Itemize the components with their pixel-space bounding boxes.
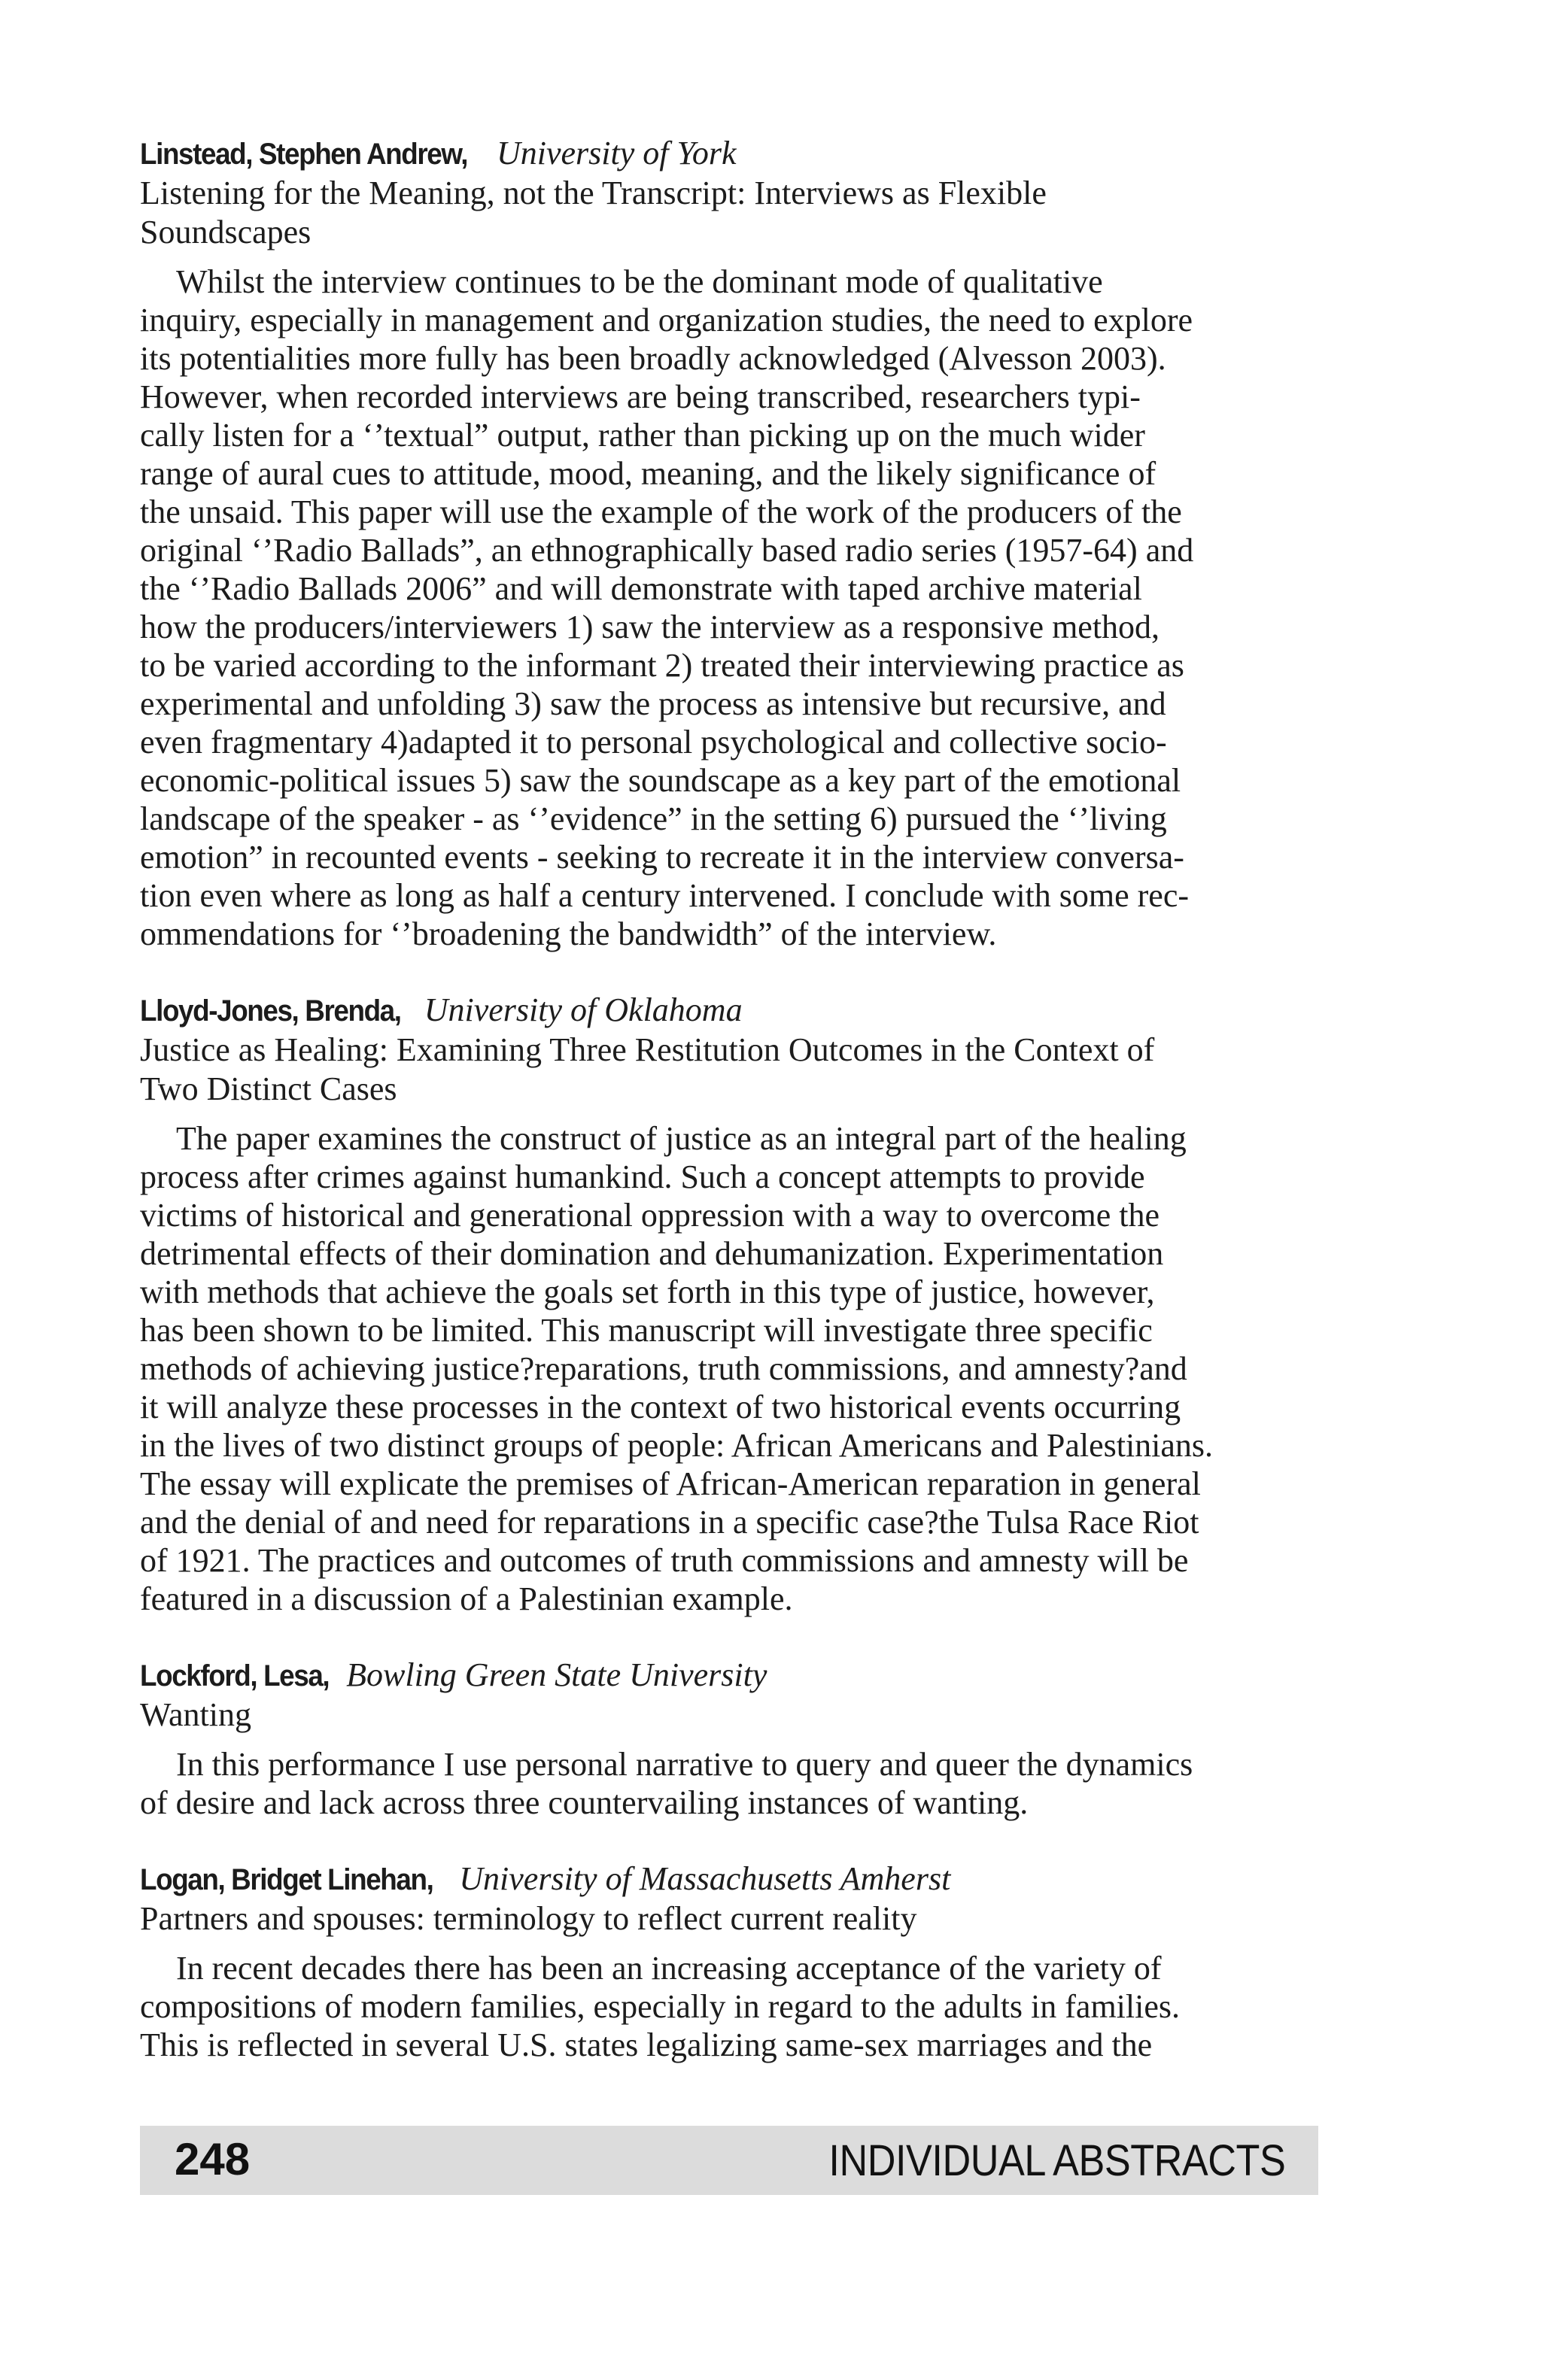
- author-affiliation: Bowling Green State University: [346, 1656, 767, 1693]
- abstract-entry: [140, 991, 1314, 1618]
- author-line: [140, 1656, 1314, 1695]
- author-affiliation: University of York: [496, 135, 737, 172]
- page-footer: [140, 2126, 1318, 2195]
- author-affiliation: University of Oklahoma: [424, 991, 743, 1028]
- abstract-text: Whilst the interview continues to be the dominant mode of qualitative inquiry, especially in management and organization studies, the need to explore its potentialities more fully has been broadly acknowledged (Alvesson 2003). However, when recorded interviews are being transcribed, researchers typi- cally listen for a ‘’textual” output, rather than picking up on the much wider range of aural cues to attitude, mood, meaning, and the likely significance of the unsaid. This paper will use the example of the work of the producers of the original ‘’Radio Ballads”, an ethnographically based radio series (1957-64) and the ‘’Radio Ballads 2006” and will demonstrate with taped archive material how the producers/interviewers 1) saw the interview as a responsive method, to be varied according to the informant 2) treated their interviewing practice as experimental and unfolding 3) saw the process as intensive but recursive, and even fragmentary 4)adapted it to personal psychological and collective socio- economic-political issues 5) saw the soundscape as a key part of the emotional landscape of the speaker - as ‘’evidence” in the setting 6) pursued the ‘’living emotion” in recounted events - seeking to recreate it in the interview conversa- tion even where as long as half a century intervened. I conclude with some rec- ommendations for ‘’broadening the bandwidth” of the interview.: [140, 263, 1194, 952]
- author-name: Linstead, Stephen Andrew,: [140, 138, 468, 171]
- page-number: 248: [175, 2134, 251, 2184]
- author-name: Lloyd-Jones, Brenda,: [140, 994, 401, 1028]
- abstract-text: In this performance I use personal narrative to query and queer the dynamics of desire and lack across three countervailing instances of wanting.: [140, 1746, 1193, 1821]
- author-name: Lockford, Lesa,: [140, 1659, 330, 1692]
- abstract-text: The paper examines the construct of justice as an integral part of the healing process after crimes against humankind. Such a concept attempts to provide victims of historical and generational oppression with a way to overcome the detrimental effects of their domination and dehumanization. Experimentation with methods that achieve the goals set forth in this type of justice, however, has been shown to be limited. This manuscript will investigate three specific methods of achieving justice?reparations, truth commissions, and amnesty?and it will analyze these processes in the context of two historical events occurring in the lives of two distinct groups of people: African Americans and Palestinians. The essay will explicate the premises of African-American reparation in general and the denial of and need for reparations in a specific case?the Tulsa Race Riot of 1921. The practices and outcomes of truth commissions and amnesty will be featured in a discussion of a Palestinian example.: [140, 1120, 1214, 1617]
- paper-title: Wanting: [140, 1696, 251, 1733]
- abstract-entry: [140, 1859, 1314, 2064]
- paper-title: Justice as Healing: Examining Three Restitution Outcomes in the Context of Two Distinct Cases: [140, 1031, 1155, 1107]
- author-line: [140, 991, 1314, 1031]
- abstract-text: In recent decades there has been an increasing acceptance of the variety of compositions of modern families, especially in regard to the adults in families. This is reflected in several U.S. states legalizing same-sex marriages and the: [140, 1950, 1181, 2063]
- abstracts-page: [140, 134, 1314, 2102]
- author-name: Logan, Bridget Linehan,: [140, 1863, 433, 1896]
- paper-title: Partners and spouses: terminology to reflect current reality: [140, 1900, 917, 1937]
- abstract-entry: [140, 1656, 1314, 1822]
- section-title: INDIVIDUAL ABSTRACTS: [828, 2136, 1285, 2185]
- author-affiliation: University of Massachusetts Amherst: [459, 1860, 951, 1897]
- author-line: [140, 1859, 1314, 1899]
- author-line: [140, 134, 1314, 174]
- abstract-entry: [140, 134, 1314, 953]
- paper-title: Listening for the Meaning, not the Transcript: Interviews as Flexible Soundscapes: [140, 175, 1047, 250]
